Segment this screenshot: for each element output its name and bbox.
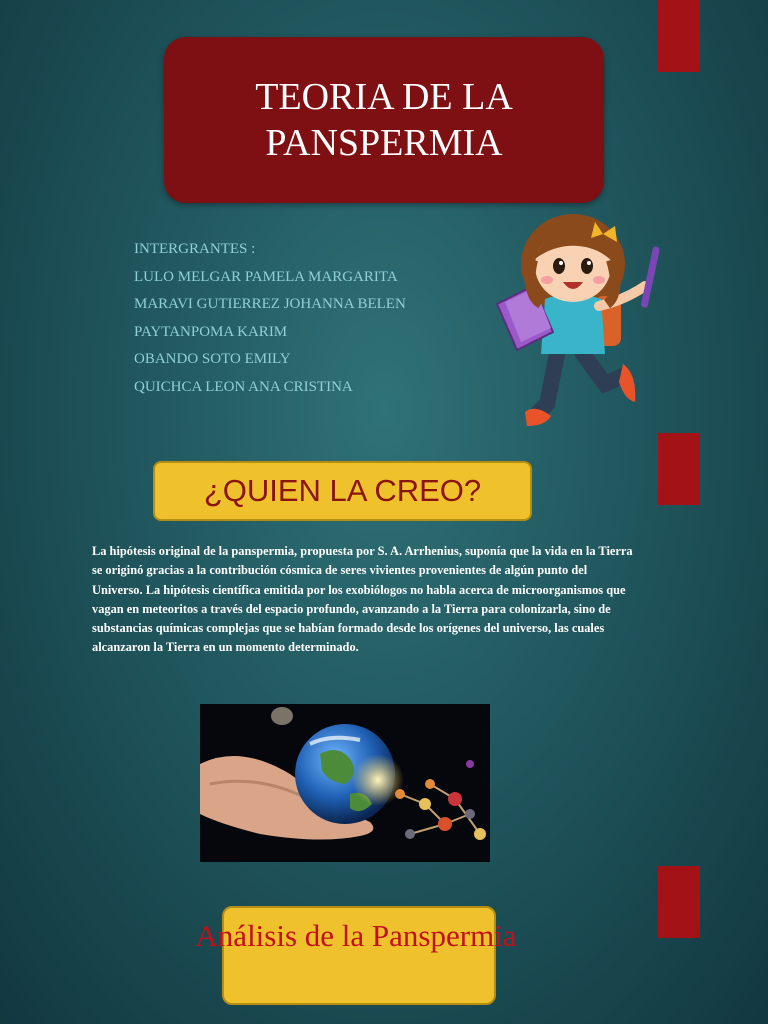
member-name: OBANDO SOTO EMILY [134,351,291,367]
members-heading: INTERGRANTES : [134,241,256,257]
decorative-tab-bottom [658,866,700,938]
section-heading-analysis: Análisis de la Panspermia [195,918,517,953]
member-name: PAYTANPOMA KARIM [134,323,288,340]
member-name: LULO MELGAR PAMELA MARGARITA [134,268,398,285]
member-name: MARAVI GUTIERREZ JOHANNA BELEN [134,296,406,312]
page-title-line1: TEORIA DE LA [255,76,513,118]
title-box [164,37,604,203]
section-heading-who: ¿QUIEN LA CREO? [203,473,482,508]
earth-in-hand-image [200,704,490,862]
section-heading-box [153,461,532,521]
decorative-tab-middle [658,433,700,505]
member-name: QUICHCA LEON ANA CRISTINA [134,378,353,395]
members-list [134,236,406,401]
girl-with-book-icon [495,204,665,434]
page-title [255,74,513,166]
body-paragraph: La hipótesis original de la panspermia, propuesta por S. A. Arrhenius, suponía que la vida en la Tierra se originó gracias a la contribución cósmica de seres vivientes provenientes de algún punto del Universo. La hipótesis científica emitida por los exobiólogos no habla acerca de microorganismos que vagan en meteoritos a través del espacio profundo, avanzando a la Tierra para colonizarla, sino de substancias químicas complejas que se habían formado desde los orígenes del universo, las cuales alcanzaron la Tierra en un momento determinado. [92,544,633,655]
decorative-tab-top [658,0,700,72]
page-title-line2: PANSPERMIA [265,122,503,164]
